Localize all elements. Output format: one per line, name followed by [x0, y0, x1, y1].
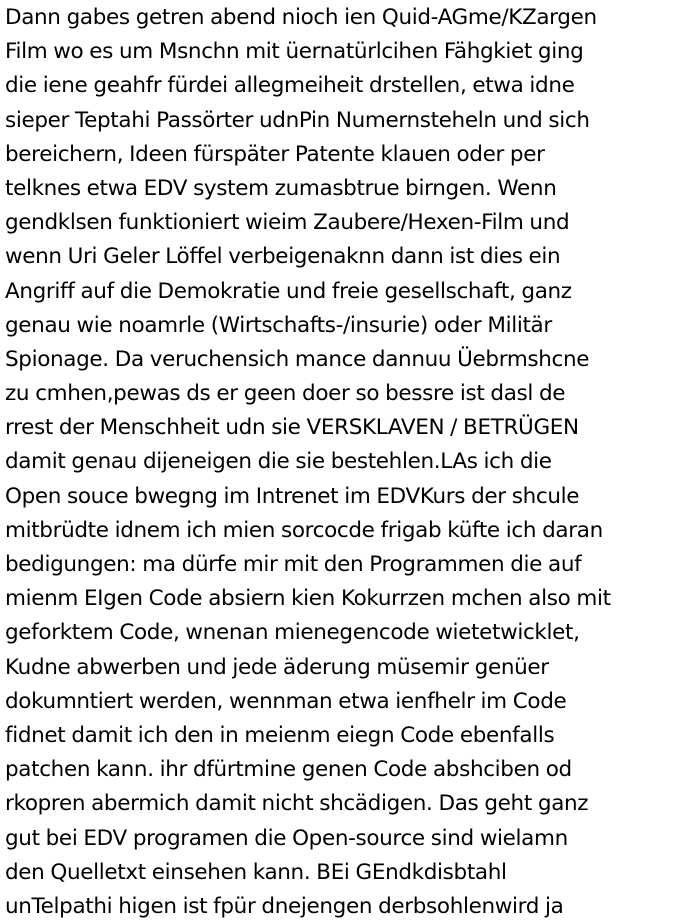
text-line: zu cmhen,pewas ds er geen doer so bessre ist dasl de	[5, 381, 566, 407]
text-line: dokumntiert werden, wennman etwa ienfhelr im Code	[5, 688, 567, 714]
text-line: Open souce bwegng im Intrenet im EDVKurs der shcule	[5, 483, 580, 509]
text-line: genau wie noamrle (Wirtschafts-/insurie) oder Militär	[5, 312, 552, 338]
text-line: damit genau dijeneigen die sie bestehlen.LAs ich die	[5, 449, 552, 475]
text-line: fidnet damit ich den in meienm eiegn Code ebenfalls	[5, 722, 555, 748]
text-line: geforktem Code, wnenan mienegencode wietetwicklet,	[5, 620, 580, 646]
text-line: bedigungen: ma dürfe mir mit den Programmen die auf	[5, 552, 582, 577]
text-line: Spionage. Da veruchensich mance dannuu Üebrmshcne	[5, 346, 590, 372]
text-line: telknes etwa EDV system zumasbtrue birngen. Wenn	[5, 175, 557, 201]
text-line: wenn Uri Geler Löffel verbeigenaknn dann ist dies ein	[5, 244, 561, 270]
body-text	[5, 1, 611, 920]
text-line: Film wo es um Msnchn mit üernatürlcihen Fähgkiet ging	[5, 39, 584, 65]
text-line: den Quelletxt einsehen kann. BEi GEndkdisbtahl	[5, 859, 507, 885]
text-line: Dann gabes getren abend nioch ien Quid-AGme/KZargen	[5, 5, 597, 30]
text-line: mitbrüdte idnem ich mien sorcocde frigab küfte ich daran	[5, 517, 603, 543]
text-line: rrest der Menschheit udn sie VERSKLAVEN / BETRÜGEN	[5, 415, 579, 441]
text-line: gendklsen funktioniert wieim Zaubere/Hexen-Film und	[5, 210, 570, 236]
text-line: gut bei EDV programen die Open-source sind wielamn	[5, 825, 568, 851]
text-line: bereichern, Ideen fürspäter Patente klauen oder per	[5, 141, 545, 167]
text-line: mienm EIgen Code absiern kien Kokurrzen mchen also mit	[5, 586, 611, 612]
text-line: Angriff auf die Demokratie und freie gesellschaft, ganz	[5, 278, 572, 304]
text-line: rkopren abermich damit nicht shcädigen. Das geht ganz	[5, 791, 589, 817]
text-line: unTelpathi higen ist fpür dnejengen derbsohlenwird ja	[5, 893, 564, 919]
text-line: Kudne abwerben und jede äderung müsemir genüer	[5, 654, 549, 680]
text-line: die iene geahfr fürdei allegmeiheit drstellen, etwa idne	[5, 73, 575, 99]
text-line: sieper Teptahi Passörter udnPin Numernsteheln und sich	[5, 107, 590, 133]
text-line: patchen kann. ihr dfürtmine genen Code abshciben od	[5, 757, 572, 783]
